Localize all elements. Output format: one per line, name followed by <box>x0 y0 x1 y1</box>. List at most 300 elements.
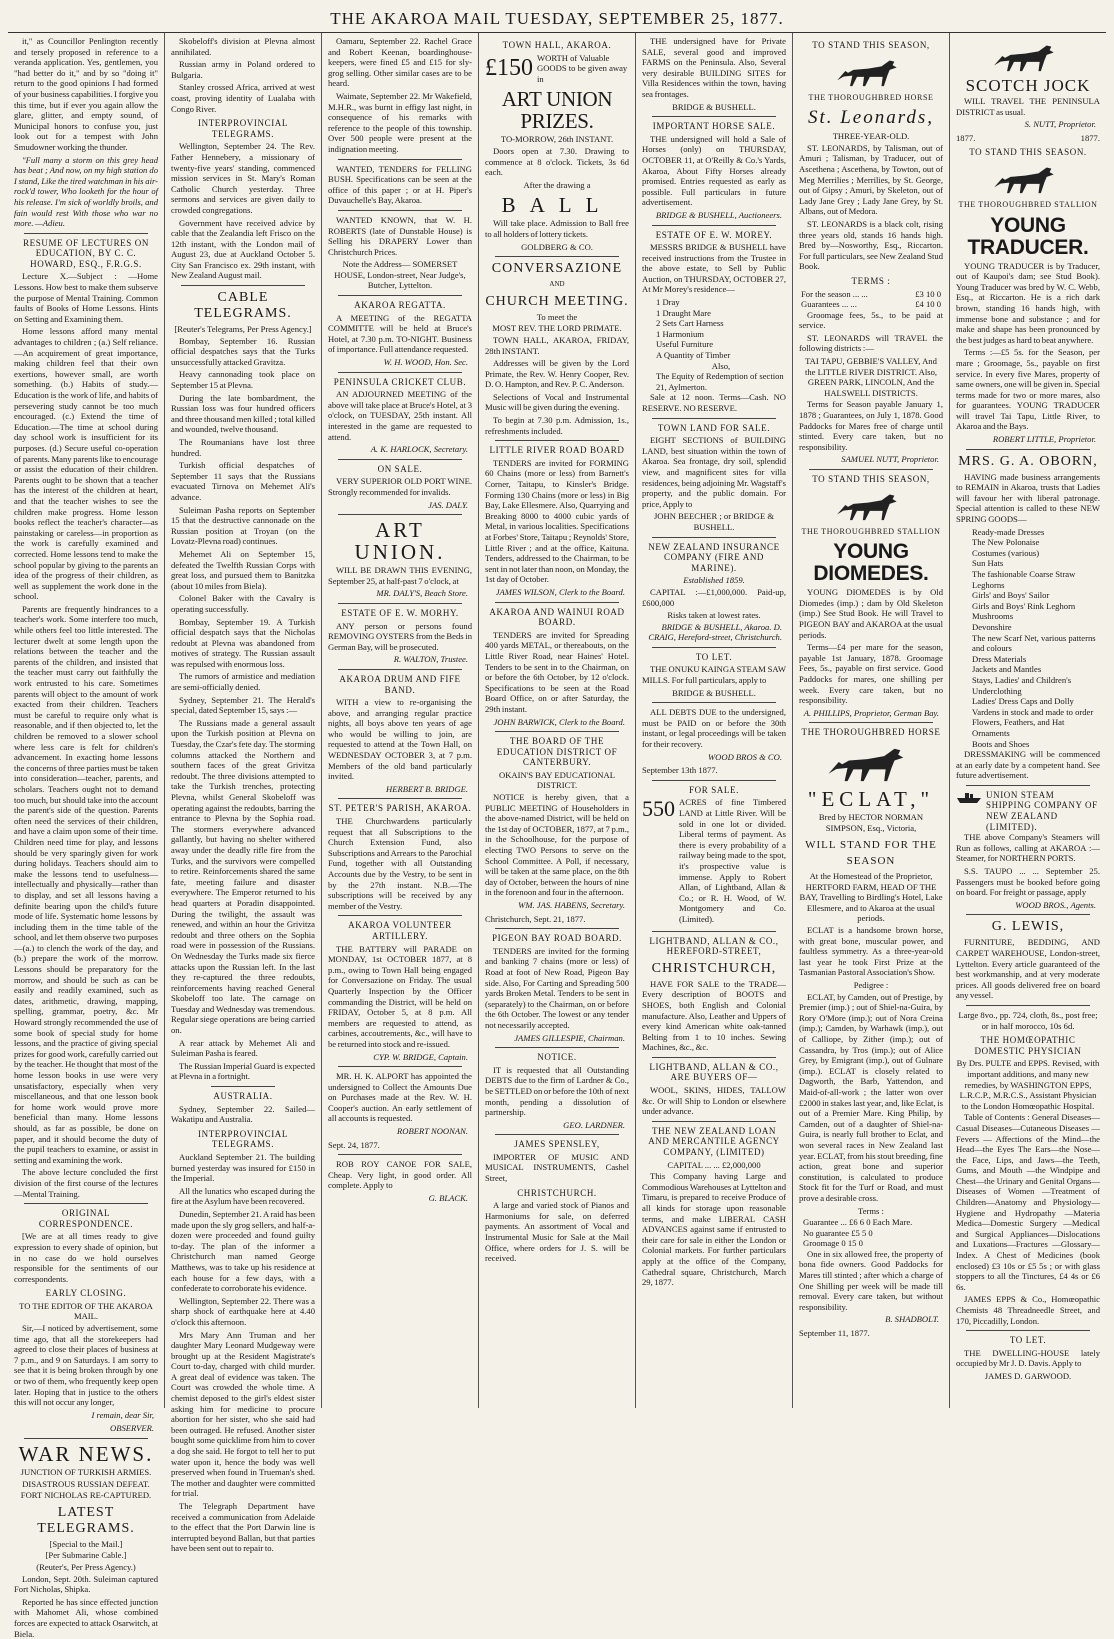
heading-artillery: AKAROA VOLUNTEER ARTILLERY. <box>348 920 452 941</box>
subhead: [Reuter's Telegrams, Per Press Agency.] <box>174 324 312 335</box>
ad-art-union: WILL BE DRAWN THIS EVENING, September 25, at half-past 7 o'clock, at <box>328 565 472 586</box>
list-item: Useful Furniture <box>656 339 714 350</box>
ad-regatta: A MEETING of the REGATTA COMMITTE will be held at Bruce's Hotel, at 7.30 p.m. TO-NIGHT. Business of importance. Full attendance requested. <box>328 312 472 355</box>
heading-mrs-oborn: MRS. G. A. OBORN, <box>958 453 1098 469</box>
terms-detail: Terms :—£5 5s. for the Season, per mare ; Groomage, 5s., payable on first service. In every five Mares, property of same owners, one will be given in. Special terms made for two or more mares, also for guarantees. YOUNG TRADUCER will travel Tai Tapu, Little River, to Akaroa and the Bays. <box>956 347 1100 432</box>
heading-estate-morey: ESTATE OF E. W. MOREY. <box>655 229 773 240</box>
table-cell: For the season ... ... <box>801 288 868 299</box>
heading-ball: BALL <box>501 193 613 218</box>
divider <box>495 1134 619 1135</box>
article-paragraph: Government have received advice by cable that the Zealandia left Frisco on the 12th instant, with the London mail of August 23, due at Auckland October 5. City San Francisco ex. 29th instant, with New Zealand August mail. <box>171 217 315 281</box>
article-paragraph: During the late bombardment, the Russian loss was four hundred officers and three thousand men killed ; total killed and wounded, twelve thousand. <box>171 392 315 435</box>
ad-horse-sale: THE undersigned will hold a Sale of Horses (only) on THURSDAY, OCTOBER 11, at O'Reilly & Co.'s Yards, Akaroa, About Fifty Horses already promised. Entries requested as early as possible. Full particulars in future advertisement. <box>642 133 786 208</box>
divider <box>338 603 462 604</box>
heading-to-let: TO LET. <box>1009 1335 1047 1346</box>
heading-australia: AUSTRALIA. <box>213 1091 273 1102</box>
article-paragraph: Sydney, September 22. Sailed—Wakatipu and Australia. <box>171 1103 315 1125</box>
heading-pigeon-bay: PIGEON BAY ROAD BOARD. <box>491 933 623 944</box>
divider <box>966 785 1090 786</box>
article-paragraph: The Russian Imperial Guard is expected at Plevna in a fortnight. <box>171 1060 315 1082</box>
ad-signature: WM. JAS. HABENS, Secretary. <box>518 900 625 910</box>
heading-drum-fife: AKAROA DRUM AND FIFE BAND. <box>339 673 461 695</box>
article-paragraph: Mehemet Ali on September 15, defeated the Twelfth Russian Corps with great loss, and pursued them to Banitzka (about 10 miles from Biela). <box>171 548 315 591</box>
heading-thoroughbred-horse: THE THOROUGHBRED HORSE <box>801 727 941 738</box>
ad-signature: S. NUTT, Proprietor. <box>1024 119 1096 130</box>
heading-art-union-prizes: ART UNION PRIZES. <box>501 87 613 134</box>
shipping-block <box>956 790 1100 832</box>
ad-signature: GEO. LARDNER. <box>563 1119 625 1130</box>
ad-town-land: EIGHT SECTIONS of BUILDING LAND, best situation within the town of Akaroa. Sea frontage, dry soil, splendid view, and magnificent sites for villa residences, being adjoining Mr. Wagstaff's property, and the public domain. For price, Apply to <box>642 435 786 509</box>
list-item: Devonshire <box>972 621 1012 632</box>
divider <box>652 537 776 538</box>
heading-notice: NOTICE. <box>537 1052 577 1063</box>
heading-nz-loan: THE NEW ZEALAND LOAN AND MERCANTILE AGENCY COMPANY, (LIMITED) <box>648 1125 780 1158</box>
heading-st-peters: ST. PETER'S PARISH, AKAROA. <box>328 803 472 814</box>
ad-saw-mills: THE ONUKU KAINGA STEAM SAW MILLS. For full particulars, apply to <box>642 664 786 686</box>
subhead: [Per Submarine Cable.] <box>45 1550 127 1561</box>
list-item: Leghorns <box>972 579 1005 590</box>
divider <box>495 928 619 929</box>
ad-signature: BRIDGE & BUSHELL, Akaroa. D. CRAIG, Hereford-street, Christchurch. <box>648 621 782 643</box>
heading-little-river: LITTLE RIVER ROAD BOARD <box>489 445 625 456</box>
list-item: 1 Dray <box>656 297 680 308</box>
description: WILL TRAVEL THE PENINSULA DISTRICT as usual. <box>956 96 1100 117</box>
column-6 <box>793 33 950 1408</box>
heading-stand-for-season: WILL STAND FOR THE SEASON <box>805 839 937 868</box>
event-date: TO-MORROW, 26th INSTANT. <box>500 134 614 145</box>
pedigree: ECLAT, by Camden, out of Prestige, by Premier (imp.) ; out of Shiel-na-Guira, by Rory O'More (imp.); out of Nora Creina (imp.); Camden, by Warhawk (imp.), out of Calliope, by Zither (imp.); out of Cassandra, by Tros (imp.); out of Alice Grey, by Emigrant (imp.), out of Gulnare (imp.). ECLAT is closely related to Dagworth, the Barb, Yattendon, and Maid-of-all-work ; the latter won over £2000 in stakes last year, and, like Eclat, is out of a Premier Mare. King Philip, by Camden, out of a daughter of Shiel-na-Guira, is nearly full brother to Eclat, and won several races in New Zealand last year. ECLAT, from his stout breeding, fine action, great bone and superior constitution, is calculated to produce Stock fit for the Turf or Road, and must prove a desirable cross. <box>799 991 943 1203</box>
event-detail: Selections of Vocal and Instrumental Music will be given during the evening. <box>485 391 629 413</box>
subhead: [Special to the Mail.] <box>49 1538 123 1549</box>
heading-homoeopathic: THE HOMŒOPATHIC DOMESTIC PHYSICIAN <box>974 1035 1082 1056</box>
divider <box>495 440 619 441</box>
description: YOUNG TRADUCER is by Traducer, out of Kaupoi's dam; see Stud Book). Young Traducer was bred by W. C. Webb, Esq., at Riccarton. He is a rich dark brown, standing 16 hands high, with immense bone and substance ; and for make and shape has been pronounced by the best judges as hard to beat anywhere. <box>956 260 1100 345</box>
article-paragraph: A rear attack by Mehemet Ali and Suleiman Pasha is feared. <box>171 1037 315 1059</box>
article-paragraph: Sydney, September 21. The Herald's special, dated September 15, says :— <box>171 694 315 716</box>
ad-signature: ROBERT LITTLE, Proprietor. <box>992 434 1096 445</box>
ad-music: A large and varied stock of Pianos and Harmoniums for sale, on deferred payments. An assortment of Vocal and Instrumental Music for Sale at the Mail Office, where orders for J. S. will be received. <box>485 1200 629 1264</box>
acres-block <box>642 797 786 926</box>
divider <box>495 602 619 603</box>
list-item: Flowers, Feathers, and Hat Ornaments <box>972 717 1065 738</box>
event-detail: Addresses will be given by the Lord Primate, the Rev. W. Henry Cooper, Rev. D. O. Hampton, and Rev. P. C. Anderson. <box>485 358 629 390</box>
description: HAVING made business arrangements to REMAIN in Akaroa, trusts that Ladies will favour her with liberal patronage. Special attention is called to these NEW SPRING GOODS— <box>956 471 1100 525</box>
event-detail: After the drawing a <box>523 179 591 190</box>
terms-detail: One in six allowed free, the property of bona fide owners. Good Paddocks for Mares till stinted ; after which a charge of One Shilling per week will be made till removal. Every care taken, but without responsibility. <box>799 1248 943 1312</box>
ad-signature: GOLDBERG & CO. <box>521 241 593 252</box>
heading-thoroughbred-stallion: THE THOROUGHBRED STALLION <box>958 199 1098 209</box>
horse-name-young-diomedes: YOUNG DIOMEDES. <box>813 540 929 586</box>
article-paragraph: London, Sept. 20th. Suleiman captured Fort Nicholas, Shipka. <box>14 1573 158 1595</box>
article-paragraph: The rumors of armistice and mediation are semi-officially denied. <box>171 671 315 693</box>
article-paragraph: Stanley crossed Africa, arrived at west coast, proving identity of Lualaba with Congo River. <box>171 82 315 114</box>
list-item: Girls and Boys' Rink Leghorn <box>972 600 1076 611</box>
divider <box>338 514 462 515</box>
heading-wainui: AKAROA AND WAINUI ROAD BOARD. <box>489 606 625 628</box>
list-item: Boots and Shoes <box>972 738 1030 749</box>
ad-date: September 11, 1877. <box>799 1328 870 1339</box>
ad-signature: JAMES GILLESPIE, Chairman. <box>514 1032 625 1043</box>
list-item: The new Scarf Net, various patterns and colours <box>972 632 1096 654</box>
headline-latest: LATEST TELEGRAMS. <box>37 1504 135 1536</box>
heading-art-union: ART UNION. <box>354 518 446 565</box>
heading-lightband-buyers: LIGHTBAND, ALLAN & CO., ARE BUYERS OF— <box>649 1061 779 1083</box>
divider <box>652 931 776 932</box>
article-paragraph: All the lunatics who escaped during the fire at the Asylum have been recovered. <box>171 1185 315 1207</box>
divider <box>652 702 776 703</box>
ad-signature: CYP. W. BRIDGE, Captain. <box>373 1051 468 1062</box>
list-item: Ladies' Dress Caps and Dolly Vardens in stock and made to order <box>972 696 1094 717</box>
heading-estate-morhy: ESTATE OF E. W. MORHY. <box>341 607 459 618</box>
heading-early-closing: EARLY CLOSING. <box>45 1288 127 1299</box>
ad-tenders-bush: WANTED, TENDERS for FELLING BUSH. Specifications can be seen at the office of this paper ; or at H. Piper's Duvauchelle's Bay, Akaroa. <box>328 163 472 206</box>
ad-cricket: AN ADJOURNED MEETING of the above will take place at Bruce's Hotel, at 3 o'clock, on TUESDAY, 25th instant. All interested in the game are requested to attend. <box>328 389 472 442</box>
ad-signature: MR. DALY'S, Beach Store. <box>376 588 468 599</box>
horse-illustration <box>836 487 906 523</box>
article-paragraph: The Roumanians have lost three hundred. <box>171 437 315 458</box>
ad-music: IMPORTER OF MUSIC AND MUSICAL INSTRUMENTS, Cashel Street, <box>485 1151 629 1184</box>
divider <box>338 669 462 670</box>
heading-for-sale: FOR SALE. <box>689 784 739 795</box>
heading-correspondence: ORIGINAL CORRESPONDENCE. <box>38 1208 134 1229</box>
heading-lectures: RESUME OF LECTURES ON EDUCATION, BY C. C. HOWARD, ESQ., F.R.G.S. <box>23 237 149 269</box>
bred-by: Bred by HECTOR NORMAN SIMPSON, Esq., Victoria, <box>818 811 924 833</box>
established: Established 1859. <box>683 575 745 586</box>
divider <box>338 459 462 460</box>
terms-line: No guarantee £5 5 0 <box>803 1227 873 1238</box>
divider <box>495 256 619 257</box>
ad-date: September 13th 1877. <box>642 765 718 776</box>
table-cell: £4 10 0 <box>915 299 941 310</box>
divider <box>652 1057 776 1058</box>
ad-signature: JAMES WILSON, Clerk to the Board. <box>495 586 625 597</box>
letter-body: Sir,—I noticed by advertisement, some time ago, that all the storekeepers had agreed to close their places of business at 7 p.m., and 9 on Saturdays. I am sorry to see that it is being broken through by one or two of them, who frequently keep open later. Hoping that in justice to the others this will not occur any longer, <box>14 1323 158 1408</box>
divider <box>338 295 462 296</box>
article-paragraph: Mrs Mary Ann Truman and her daughter Mary Leonard Mudgeway were brought up at the Resident Magistrate's Court to-day, charged with child murder. A great deal of evidence was taken. The Court was crowded the whole time. A chemist deposed to the girl's eldest sister asking him for medicine to procure abortion for her sister, who she said had been outraged. He refused. Another sister bought some quicklime from him to cover a dog she said. He forgot to tell her to put water upon it, hence the body was well preserved when found in Trueman's shed. The mother and daughter were committed for trial. <box>171 1329 315 1499</box>
article-paragraph: Reported he has since effected junction with Mahomet Ali, whose combined forces are expected to attack Osarwitch, at Biela. <box>14 1596 158 1639</box>
heading-spensley: JAMES SPENSLEY, <box>514 1139 600 1150</box>
heading-scotch-jock: SCOTCH JOCK <box>965 76 1091 95</box>
districts: TAI TAPU, GEBBIE'S VALLEY, And the LITTLE RIVER DISTRICT. Also, GREEN PARK, LINCOLN, And the HALSWELL DISTRICTS. <box>804 356 938 398</box>
divider <box>338 915 462 916</box>
ad-signature: BRIDGE & BUSHELL. <box>672 687 756 698</box>
article-paragraph: The Telegraph Department have received a communication from Adelaide to the effect that the Port Darwin line is interrupted beyond Ballan, but that parties have been sent out to repair to. <box>171 1501 315 1554</box>
heading-town-land: TOWN LAND FOR SALE. <box>657 422 771 433</box>
ad-farms: THE undersigned have for Private SALE, several good and improved FARMS on the Peninsula. Also, Several very desirable BUILDING SITES for Villa Residences within the town, having sea frontages. <box>642 36 786 99</box>
ad-loan: This Company having Large and Commodious Warehouses at Lyttelton and Timaru, is prepared to receive Produce of all kinds for storage upon reasonable terms, and make LIBERAL CASH ADVANCES against same if entrusted to their care for sale in either the London or Colonial markets. For further particulars apply at the office of the Company, Cathedral square, Christchurch, March 29, 1877. <box>642 1171 786 1288</box>
masthead: THE AKAROA MAIL TUESDAY, SEPTEMBER 25, 1877. <box>8 6 1106 33</box>
heading-education-board: THE BOARD OF THE EDUCATION DISTRICT OF CANTERBURY. <box>496 736 618 768</box>
column-5 <box>636 33 793 1408</box>
ad-address: Note the Address— SOMERSET HOUSE, London-street, Near Judge's, Butcher, Lyttelton. <box>334 259 466 291</box>
ad-wool: WOOL, SKINS, HIDES, TALLOW &c. Or will Ship to London or elsewhere under advance. <box>642 1085 786 1117</box>
letter-salutation: TO THE EDITOR OF THE AKAROA MAIL. <box>19 1300 153 1322</box>
terms-line: Groomage 0 15 0 <box>803 1238 863 1249</box>
ad-notice: NOTICE is hereby given, that a PUBLIC MEETING of Householders in the above-named District, will be held on the 1st day of OCTOBER, 1877, at 7 p.m., in the Schoolhouse, for the purpose of electing TWO Persons to serve on the School Committee. A Poll, if necessary, will be taken at the same place, on the 8th day of October, between the hours of nine in the forenoon and four in the afternoon. <box>485 792 629 898</box>
heading-conversazione: CONVERSAZIONE <box>491 261 623 277</box>
table-cell: £3 10 0 <box>915 288 941 299</box>
headline: JUNCTION OF TURKISH ARMIES. <box>20 1467 152 1477</box>
ad-roberts-drapery: WANTED KNOWN, that W. H. ROBERTS (late of Dunstable House) is Selling his DRAPERY Lower than Christchurch Prices. <box>328 214 472 257</box>
heading-cable: CABLE TELEGRAMS. <box>194 290 292 322</box>
heading-lewis: G. LEWIS, <box>991 919 1065 935</box>
article-paragraph: The above lecture concluded the first division of the first course of the lectures —Mental Training. <box>14 1167 158 1199</box>
list-item: Girls' and Boys' Sailor <box>972 590 1050 601</box>
article-paragraph: Skobeloff's division at Plevna almost annihilated. <box>171 36 315 57</box>
heading-christchurch: CHRISTCHURCH. <box>517 1187 597 1198</box>
ad-land: ACRES of fine Timbered LAND at Little River. Will be sold in one lot or divided. Liberal terms of payment. As there is every probability of a railway being made to the spot, it's prospective value is immense. Apply to Robert Allan, of Lightband, Allan & Co.; or R. H. Wood, of W. Montgomery and Co. (Limited). <box>679 797 786 924</box>
ad-st-peters: THE Churchwardens particularly request that all Subscriptions to the Church Extension Fund, also Subscriptions and Arrears to the Parochial Fund, together with all Outstanding Accounts due by the Vestry, to be sent in by the 27th instant. N.B.—The subscriptions will be received by any member of the Vestry. <box>328 816 472 911</box>
heading-cricket: PENINSULA CRICKET CLUB. <box>333 376 467 387</box>
article-paragraph: it," as Councillor Penlington recently and tersely proposed in reference to a veranda application. Yes, gentlemen, you "had better do it," and by so "doing it" return to the good opinions I had formed of your business capabilities. I forgive you this time, but if ever you again allow the glare, glitter, and empty sound, of Municipal honors to confuse you, just look out for a tempest with John Smudowner working the thunder. <box>14 36 158 152</box>
ad-signature: R. WALTON, Trustee. <box>393 654 468 665</box>
ad-signature: BRIDGE & BUSHELL, Auctioneers. <box>655 209 782 220</box>
heading-thoroughbred-stallion: THE THOROUGHBRED STALLION <box>801 526 941 536</box>
heading-stand-season: TO STAND THIS SEASON, <box>812 40 930 50</box>
description: ECLAT is a handsome brown horse, with great bone, muscular power, and faultless symmetry. As a three-year-old last year he took First Prize at the Tasmanian Pastoral Association's Show. <box>799 925 943 978</box>
goods-list <box>956 527 1100 749</box>
divider <box>966 1005 1090 1006</box>
horse-illustration <box>826 740 916 784</box>
ad-alport: MR. H. K. ALPORT has appointed the undersigned to Collect the Amounts Due on Purchases made at the Rev. W. H. Cooper's auction. An early settlement of all accounts is requested. <box>328 1071 472 1124</box>
list-item: 1 Harmonium <box>656 328 704 339</box>
horse-name-st-leonards: St. Leonards, <box>807 107 935 129</box>
article-paragraph: Heavy cannonading took place on September 15 at Plevna. <box>171 369 315 391</box>
column-4 <box>479 33 636 1408</box>
article-paragraph: The Russians made a general assault upon the Turkish position at Plevna on Tuesday, the Czar's fete day. The storming columns attacked the Northern and southern faces of the great Grivitza redoubt. The three divisions attempted to take the Turkish trenches, protecting Plevna, whilst General Skobeloff was operating against the redoubts, barring the entrance to Plevna by the Sophia road. The stormers everywhere advanced gallantly, but having no shelter withered away under the deadly rifle fire from the Turks, and the survivors were compelled to retire. Reinforcements shared the same fate, meeting failure and disaster everywhere. The Emperor returned to his head quarters at Poradin disappointed. During the twilight, the assault was renewed, and within an hour the Grivitza redoubt and three others on the Sophia road were in possession of the Russians. On Wednesday the Turks made six fierce attacks upon the Russian left. In the last they re-captured the three redoubts, reinforcements having reached General Skobeloff too late. The carnage on Tuesday and Wednesday was tremendous. Regular siege operations are being carried on. <box>171 717 315 1036</box>
event-detail: Will take place. Admission to Ball free to all holders of lottery tickets. <box>485 218 629 239</box>
auction-items <box>642 297 786 392</box>
article-paragraph: Colonel Baker with the Cavalry is operating successfully. <box>171 593 315 614</box>
ad-signature: HERBERT B. BRIDGE. <box>386 783 468 794</box>
terms-heading: Terms : <box>858 1205 884 1216</box>
divider <box>809 722 933 723</box>
heading-and: AND <box>549 280 565 289</box>
event-detail: TOWN HALL, AKAROA, FRIDAY, 28th INSTANT. <box>485 334 629 356</box>
subhead: OKAIN'S BAY EDUCATIONAL DISTRICT. <box>499 769 615 791</box>
list-item: The Equity of Redemption of section 21, Aylmerton. <box>656 371 784 392</box>
divider <box>652 780 776 781</box>
divider <box>966 449 1090 450</box>
terms-detail: Terms for Season payable January 1, 1878 ; Guarantees, on July 1, 1878. Good Paddocks for Mares free of charge until stinted. Every care taken, but no responsibility. <box>799 399 943 452</box>
article-paragraph: Auckland September 21. The building burned yesterday was insured for £150 in the Imperial. <box>171 1152 315 1184</box>
ad-tenders: TENDERS are invited for the forming and banking 7 chains (more or less) of Road at foot of New Road, Pigeon Bay side. Also, For Carting and Spreading 500 yards Broken Metal. Tenders to be sent in (separately) to the Chairman, on or before the 6th October. The lowest or any tender not necessarily accepted. <box>485 945 629 1030</box>
article-paragraph: Lecture X.—Subject : —Home Lessons. How best to make them subserve the purpose of Mental Training. Common faults of Books of Home Lessons. Hints on Setting and Examining them. <box>14 271 158 324</box>
heading-interprovincial: INTERPROVINCIAL TELEGRAMS. <box>198 118 288 139</box>
horse-age: THREE-YEAR-OLD. <box>832 131 910 142</box>
ad-signature: JAS. DALY. <box>428 499 468 510</box>
ad-date: Christchurch, Sept. 21, 1877. <box>485 913 586 924</box>
divider <box>809 469 933 470</box>
ad-tenders: TENDERS are invited for FORMING 60 Chains (more or less) from Barnett's Corner, Taitapu, to Kinsler's Bridge. Forming 130 Chains (more or less) in Big Bay, Lake Ellesmere. Also, Quarrying and Breaking 8000 to 4000 cubic yards of Metal, in various localities. Specifications at Forbes' Store, Taitapu ; Reynolds' Store, Little River ; and at the office, Kaituna. Tenders, addressed to the Chairman, to be sent in not later than noon, on Monday, the 1st day of October. <box>485 457 629 585</box>
year-right: 1877. <box>1080 132 1100 143</box>
heading-christchurch: CHRISTCHURCH, <box>651 960 777 976</box>
article-paragraph: Wellington, September 24. The Rev. Father Hennebery, a missionary of twenty-five years' standing, commenced mission services in St. Mary's Roman Catholic Church yesterday. Three sermons and services are given daily to crowded congregations. <box>171 141 315 215</box>
terms-heading: TERMS : <box>851 275 891 286</box>
pedigree: ST. LEONARDS, by Talisman, out of Amuri ; Talisman, by Traducer, out of Ascethena ; Ascethena, by Towton, out of Meg Merrilies ; Merrilies, by St. George, out of Gipsy ; Amuri, by Skeleton, out of Lady Jane Grey ; Lady Jane Grey, by St. Albans, out of Medora. <box>799 142 943 217</box>
ad-terms: Sale at 12 noon. Terms—Cash. NO RESERVE. NO RESERVE. <box>642 392 786 413</box>
ad-artillery: THE BATTERY will PARADE on MONDAY, 1st OCTOBER 1877, at 8 p.m., owing to Town Hall being engaged for Conversazione on Friday. The usual Quarterly Inspection by the Officer commanding the District, will be held on FRIDAY, October 5, at 8 p.m. All members are requested to attend, as carbines, accoutrements, &c., will have to be returned into stock and re-issued. <box>328 943 472 1049</box>
list-item: Also, <box>711 360 731 371</box>
article-paragraph: Parents are frequently hindrances to a teacher's work. Some interfere too much, while others feel too little interested. The lecturer dwelt at some length upon the relations between the teacher and the parents of the children, and insisted that the teacher must carry out faithfully the work entrusted to his care. Sometimes parents will object to the amount of work exacted from their children. Teachers must be careful to require only what is reasonable, and if then objected to, let the children be removed to a slower school where less care is felt for children's advancement. In exacting home lessons the concerns of three parties must be taken into consideration—teacher, parents, and scholars. Teachers ought not to demand too much, but should take into the account the parent's side of the question. Parents often need the services of their children, and have a claim upon some of their time. Children need time for play, and lessons should be very sparingly given for work during holidays. Teachers should aim to make the lessons tend to usefulness—intellectually and physically—rather than to display, and set all lessons having a definite bearing upon the child's future mode of life. Systematic home lessons by including them in the time table of the school, and let them observe two purposes—(a.) to clench the work of the day, and (b.) prepare the work of the morrow. Lessons should be preparatory for the morrow, and should be such as can be easily and readily examined, such as dates, arithmetic, drawing, mapping, spelling, grammar, poetry, &c. Mr Howard strongly recommended the use of some book of special study for home lessons, and the practice of giving special prizes for good work, carefully carried out by the teacher. He thought that most of the home lesson books in use were very unsatisfactory, especially when very miscellaneous, and that one lesson book for home work would prove more beneficial than many. Home lessons should, as far as possible, be done on paper, and it should become the duty of the pupil teachers to examine, or assist in setting and examining the work. <box>14 603 158 1165</box>
ad-signature: JOHN BEECHER ; or BRIDGE & BUSHELL. <box>653 511 775 532</box>
terms-line: Guarantee ... £6 6 0 Each Mare. <box>803 1217 913 1228</box>
heading-interprovincial-2: INTERPROVINCIAL TELEGRAMS. <box>198 1128 288 1150</box>
ad-signature: A. PHILLIPS, Proprietor, German Bay. <box>803 707 939 718</box>
article-paragraph: Russian army in Poland ordered to Bulgaria. <box>171 59 315 80</box>
divider <box>652 647 776 648</box>
chemists: JAMES EPPS & Co., Homœopathic Chemists 48 Threadneedle Street, and 170, Piccadilly, London. <box>956 1294 1100 1326</box>
heading-town-hall: TOWN HALL, AKAROA. <box>502 40 612 50</box>
divider <box>652 1121 776 1122</box>
ad-signature: ROBERT NOONAN. <box>397 1126 468 1137</box>
headline: DISASTROUS RUSSIAN DEFEAT. <box>22 1478 150 1489</box>
ad-drum-fife: WITH a view to re-organising the above, and arranging regular practice nights, all boys above ten years of age who would be willing to join, are requested to attend at the Town Hall, on WEDNESDAY OCTOBER 3, at 7 p.m. Members of the old band particularly invited. <box>328 697 472 782</box>
list-item: A Quantity of Timber <box>656 350 731 361</box>
travel: ST. LEONARDS will TRAVEL the following districts :— <box>799 332 943 354</box>
ad-furniture: FURNITURE, BEDDING, AND CARPET WAREHOUSE, London-street, Lyttelton. Every article guaranteed of the best workmanship, and at very moderate prices. All goods delivered free on board any vessel. <box>956 937 1100 1001</box>
terms-detail: Terms—£4 per mare for the season, payable 1st January, 1878. Groomage Fees, 5s., payable on first service. Good Paddocks for mares, one shilling per week. Every care taken, but no responsibility. <box>799 642 943 706</box>
column-1 <box>8 33 165 1639</box>
heading-regatta: AKAROA REGATTA. <box>354 300 446 311</box>
divider <box>24 1438 148 1439</box>
heading-union-steam: UNION STEAM SHIPPING COMPANY OF NEW ZEALAND (LIMITED). <box>986 789 1098 832</box>
heading-lightband: LIGHTBAND, ALLAN & CO., HEREFORD-STREET, <box>649 935 779 957</box>
list-item: Mushrooms <box>972 611 1014 622</box>
divider <box>495 731 619 732</box>
heading-thoroughbred: THE THOROUGHBRED HORSE <box>808 92 934 102</box>
article-paragraph: Oamaru, September 22. Rachel Grace and Robert Keenan, boardinghouse-keepers, were fined £5 and £15 for sly-grog selling. Other similar cases are to be heard. <box>328 36 472 89</box>
ad-notice: IT is requested that all Outstanding DEBTS due to the firm of Lardner & Co., be SETTLED on or before the 10th of next month, pending a dissolution of partnership. <box>485 1064 629 1118</box>
article-paragraph: Turkish official despatches of September 11 says that the Russians evacuated Tirnova on Mehemet Ali's advance. <box>171 460 315 502</box>
table-of-contents: Table of Contents : General Diseases—Casual Diseases—Cutaneous Diseases — Fevers — Affections of the Mind—the Head—the Eyes The Ears—the Nose—the Face, Lips, and Jaws—the Teeth, Gums, and Mouth —the Windpipe and Chest—the Urinary and Genital Organs—Diseases of Women —Treatment of Children—Anatomy and Physiology—Hygiene and Hydropathy —Materia Medica—Domestic Surgery —Medical and Surgical Appliances—Dislocations and Luxations—Fractures —Glossary—Index. A Chest of Medicines (book enclosed) £3 10s or £5 5s ; or with glass stoppers to all the Tinctures, £4 4s or £6 6s. <box>956 1112 1100 1292</box>
ad-port-wine: VERY SUPERIOR OLD PORT WINE. Strongly recommended for invalids. <box>328 476 472 497</box>
dressmaking: DRESSMAKING will be commenced at an early date by a competent hand. See future advertisement. <box>956 749 1100 781</box>
event-detail: MOST REV. THE LORD PRIMATE. <box>492 323 622 334</box>
list-item: The New Polonaise <box>972 537 1040 548</box>
event-detail: To begin at 7.30 p.m. Admission, 1s., refreshments included. <box>485 415 629 436</box>
ad-signature: JOHN BARWICK, Clerk to the Board. <box>493 716 625 727</box>
table-cell: Guarantees ... ... <box>801 299 857 310</box>
steamship-icon <box>956 790 982 804</box>
article-paragraph: Dunedin, September 21. A raid has been made upon the sly grog sellers, and half-a-dozen were proceeded and found guilty to-day. The plan of the informer a Christchurch man named George Matthews, was to take up his residence at each house for a few days, with a confederate to corroborate his evidence. <box>171 1208 315 1294</box>
ad-signature: A. K. HARLOCK, Secretary. <box>370 444 468 455</box>
ad-oysters: ANY person or persons found REMOVING OYSTERS from the Beds in German Bay, will be prosecuted. <box>328 620 472 652</box>
risks: Risks taken at lowest rates. <box>667 610 761 621</box>
article-paragraph: Suleiman Pasha reports on September 15 that the destructive cannonade on the Russian position at Troyan (on the Lovatz-Plevna road) continues. <box>171 504 315 547</box>
list-item: 2 Sets Cart Harness <box>656 318 724 329</box>
heading-horse-sale: IMPORTANT HORSE SALE. <box>652 121 776 132</box>
description: YOUNG DIOMEDES is by Old Diomedes (imp.) ; dam by Old Skeleton (imp.) See Stud Book. He will Travel to PIGEON BAY and AKAROA at the usual periods. <box>799 587 943 640</box>
event-detail: Doors open at 7.30. Drawing to commence at 8 o'clock. Tickets, 3s 6d each. <box>485 145 629 178</box>
ad-signature: W. H. WOOD, Hon. Sec. <box>383 357 468 368</box>
horse-name-young-traducer: YOUNG TRADUCER. <box>967 213 1089 259</box>
homestead: At the Homestead of the Proprietor, HERTFORD FARM, HEAD OF THE BAY, Travelling to Birdling's Hotel, Lake Ellesmere, and to Akaroa at the usual periods. <box>799 871 943 924</box>
ad-tenders: TENDERS are invited for Spreading 400 yards METAL, or thereabouts, on the Little River Road, near Haines' Hotel. Tenders to be sent in to the Chairman, on or before the 6th October, by 12 o'clock. Specifications to be seen at the Road Board Office, on or after Saturday, the 29th instant. <box>485 629 629 714</box>
article-paragraph: Home lessons afford many mental advantages to children ; (a.) Self reliance.—An acquirement of great importance, making children feel that their own exertions, however small, are worth something. (b.) Habits of study.—Education is the work of life, and habits of persevering study cannot be too much encouraged. (c.) Extend the time of Education.—The time at school during day school work is insufficient for its purposes. (d.) Secure useful co-operation of parents. Many parents like to encourage or assist the education of their children. Parents ought to be shown that a teacher has the interest of the children at heart, and that the teacher wishes to see the children make progress. Home lesson books reflect the teacher's character—as painstaking or careless—in proportion as the work is carefully examined and corrected. Home lessons tend to make the school popular by giving to the parents an idea of the progress of their children, as well as supplement the work done in the school. <box>14 326 158 602</box>
heading-stand-season: TO STAND THIS SEASON. <box>969 147 1087 158</box>
groomage: Groomage fees, 5s., to be paid at service. <box>799 309 943 331</box>
amount-text: WORTH of Valuable GOODS to be given away in <box>537 52 628 84</box>
ad-signature: SAMUEL NUTT, Proprietor. <box>841 454 939 465</box>
list-item: Jackets and Mantles <box>972 664 1042 675</box>
letter-closing: I remain, dear Sir, <box>91 1409 154 1420</box>
ad-dwelling: THE DWELLING-HOUSE lately occupied by Mr J. D. Davis. Apply to <box>956 1347 1100 1369</box>
divider <box>966 914 1090 915</box>
article-paragraph: Waimate, September 22. Mr Wakefield, M.H.R., was burnt in effigy last night, in consequence of his remarks with reference to the people of this township. Over 500 people were present at the indignation meeting. <box>328 90 472 154</box>
capital: CAPITAL :—£1,000,000. Paid-up, £600,000 <box>642 586 786 608</box>
ad-boots: HAVE FOR SALE to the TRADE— Every description of BOOTS and SHOES, both English and Colonial manufacture. Also, Leather and Uppers of every kind American white oak-tanned Belting from 1 to 10 inches. Sewing Machines, &c., &c. <box>642 978 786 1053</box>
ad-signature: WOOD BROS & CO. <box>708 751 782 762</box>
columns <box>8 33 1106 1639</box>
divider <box>652 418 776 419</box>
event-detail: To meet the <box>536 311 578 322</box>
ad-signature: BRIDGE & BUSHELL. <box>672 101 756 112</box>
description: ST. LEONARDS is a black colt, rising three years old, stands 16 hands high. Bred by—Nosworthy, Esq., Riccarton. For full particulars, see New Zealand Stud Book. <box>799 218 943 272</box>
divider <box>338 798 462 799</box>
subhead: (Reuter's, Per Press Agency.) <box>36 1561 136 1572</box>
book-info: Large 8vo., pp. 724, cloth, 8s., post free; or in half morocco, 10s 6d. <box>958 1009 1098 1031</box>
divider <box>24 233 148 234</box>
horse-name-eclat: "ECLAT," <box>807 786 935 811</box>
divider <box>24 1203 148 1204</box>
divider <box>495 1047 619 1048</box>
horse-illustration <box>993 38 1063 74</box>
terms-table <box>799 289 943 310</box>
divider <box>338 1154 462 1155</box>
letter-signature: OBSERVER. <box>110 1423 154 1434</box>
article-paragraph: Wellington, September 22. There was a sharp shock of earthquake here at 4.40 o'clock this afternoon. <box>171 1295 315 1327</box>
column-3 <box>322 33 479 1408</box>
divider <box>338 159 462 160</box>
list-item: Stays, Ladies' and Children's Underclothing <box>972 674 1072 696</box>
heading-on-sale: ON SALE. <box>377 463 423 474</box>
divider <box>338 1066 462 1067</box>
ad-signature: JAMES D. GARWOOD. <box>984 1370 1072 1381</box>
book-authors: By Drs. PULTE and EPPS. Revised, with important additions, and many new remedies, by WASHINGTON EPPS, L.R.C.P., M.R.C.S., Assistant Physician to the London Homœopathic Hospital. <box>956 1058 1100 1111</box>
acres-figure: 550 <box>642 796 675 822</box>
pedigree-heading: Pedigree : <box>853 980 889 991</box>
ad-signature: WOOD BROS., Agents. <box>1015 899 1096 910</box>
divider <box>211 1086 275 1087</box>
article-paragraph: [We are at all times ready to give expression to every shade of opinion, but in no case do we hold ourselves responsible for the sentiments of our correspondents. <box>14 1231 158 1284</box>
heading-stand-season-2: TO STAND THIS SEASON, <box>812 474 930 484</box>
article-paragraph: Bombay, September 19. A Turkish official despatch says that the Nicholas redoubt at Plevna was abandoned from motives of strategy. The Russian assault was repulsed with enormous loss. <box>171 616 315 669</box>
ad-signature: B. SHADBOLT. <box>885 1314 939 1325</box>
divider <box>338 372 462 373</box>
heading-nz-insurance: NEW ZEALAND INSURANCE COMPANY (FIRE AND MARINE). <box>648 541 780 573</box>
headline: FORT NICHOLAS RE-CAPTURED. <box>20 1490 152 1501</box>
ad-canoe: ROB ROY CANOE FOR SALE, Cheap. Very light, in good order. All complete. Apply to <box>328 1159 472 1191</box>
horse-illustration <box>993 160 1063 196</box>
amount-figure: £150 <box>485 55 533 82</box>
article-paragraph: Bombay, September 16. Russian official despatches says that the Turks unsuccessfully attacked Gravitza. <box>171 335 315 367</box>
ad-date: Sept. 24, 1877. <box>328 1139 380 1150</box>
amount-block <box>485 53 629 85</box>
divider <box>966 1330 1090 1331</box>
list-item: Costumes (various) <box>972 547 1040 558</box>
heading-to-let: TO LET. <box>695 651 733 662</box>
divider <box>181 285 305 286</box>
column-2 <box>165 33 322 1554</box>
shipping-detail: THE above Company's Steamers will Run as follows, calling at AKAROA :— Steamer, for NORTHERN PORTS. <box>956 832 1100 864</box>
ad-signature: G. BLACK. <box>428 1193 468 1204</box>
ad-debts: ALL DEBTS DUE to the undersigned, must be PAID on or before the 30th instant, or legal proceedings will be taken for their recovery. <box>642 707 786 750</box>
ad-auction: MESSRS BRIDGE & BUSHELL have received instructions from the Trustee in the above estate, to Sell by Public Auction, on THURSDAY, OCTOBER 27, At Mr Morey's residence— <box>642 242 786 295</box>
shipping-detail: S.S. TAUPO ... ... September 25. Passengers must be booked before going on board. For freight or passage, apply <box>956 866 1100 898</box>
list-item: Ready-made Dresses <box>972 526 1045 537</box>
horse-illustration <box>836 53 906 89</box>
